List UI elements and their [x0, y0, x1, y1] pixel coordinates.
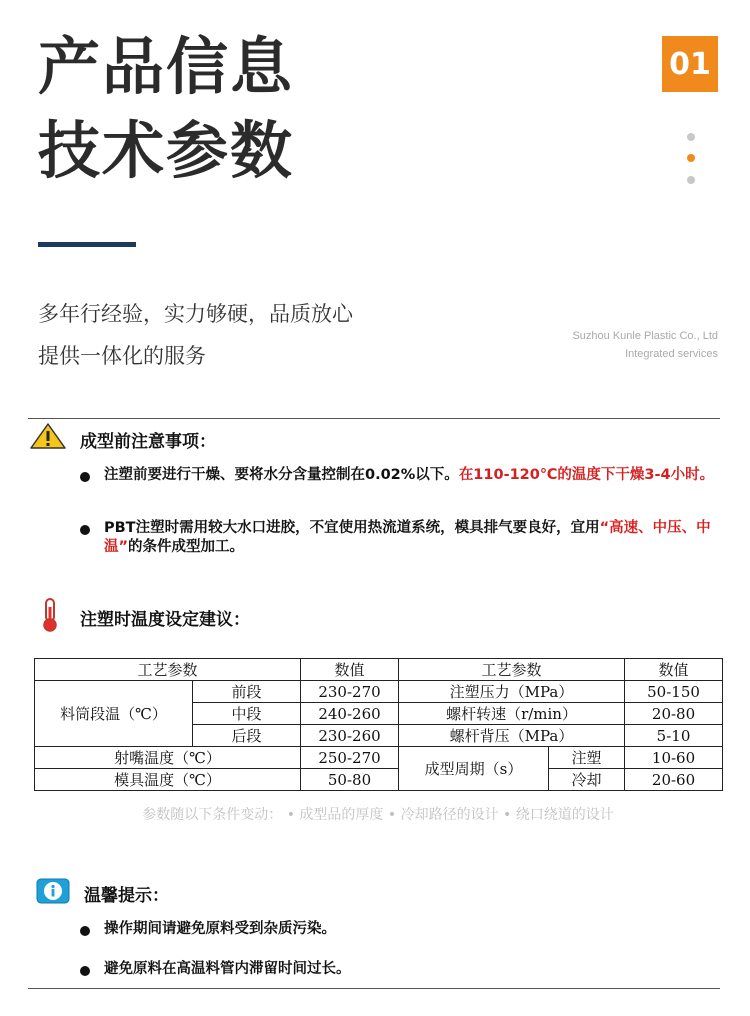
list-item	[80, 920, 730, 939]
table-cell: 冷却	[549, 769, 625, 791]
company-name-en: Suzhou Kunle Plastic Co., Ltd	[572, 330, 718, 342]
bullet-icon	[80, 525, 90, 535]
table-row	[35, 769, 723, 791]
bullet-icon	[80, 926, 90, 936]
table-cell: 料筒段温（℃）	[35, 681, 193, 747]
table-cell: 后段	[193, 725, 301, 747]
slogan-line-2: 提供一体化的服务	[38, 344, 206, 368]
indicator-dot-active	[687, 154, 695, 162]
table-cell: 20-80	[625, 703, 723, 725]
table-header-cell: 数值	[301, 659, 399, 681]
parameter-note: 参数随以下条件变动： • 成型品的厚度 • 冷却路径的设计 • 绕口绕道的设计	[142, 807, 614, 823]
table-cell: 250-270	[301, 747, 399, 769]
table-cell: 10-60	[625, 747, 723, 769]
table-cell: 中段	[193, 703, 301, 725]
bullet-text: 操作期间请避免原料受到杂质污染。	[104, 921, 336, 937]
list-item	[80, 466, 730, 485]
temperature-title: 注塑时温度设定建议：	[80, 610, 250, 630]
pre-molding-title: 成型前注意事项：	[80, 432, 216, 452]
table-cell: 成型周期（s）	[399, 747, 549, 791]
table-row	[35, 681, 723, 703]
table-cell: 5-10	[625, 725, 723, 747]
bullet-text: 避免原料在高温料管内滞留时间过长。	[104, 961, 351, 977]
bullet-icon	[80, 472, 90, 482]
section-divider	[28, 418, 720, 419]
table-cell: 螺杆背压（MPa）	[399, 725, 625, 747]
table-cell: 前段	[193, 681, 301, 703]
table-cell: 注塑	[549, 747, 625, 769]
table-header-cell: 工艺参数	[399, 659, 625, 681]
highlight-text: “高速、中压、中温”	[104, 520, 711, 555]
title-line-2: 技术参数	[38, 114, 295, 187]
table-cell: 注塑压力（MPa）	[399, 681, 625, 703]
table-row	[35, 659, 723, 681]
bullet-icon	[80, 966, 90, 976]
table-header-cell: 工艺参数	[35, 659, 301, 681]
list-item	[80, 519, 730, 557]
table-cell: 射嘴温度（℃）	[35, 747, 301, 769]
table-cell: 50-80	[301, 769, 399, 791]
indicator-dot	[687, 176, 695, 184]
services-en: Integrated services	[625, 348, 718, 360]
title-line-1: 产品信息	[38, 30, 295, 103]
accent-bar	[38, 242, 136, 247]
bullet-text: 注塑前要进行干燥、要将水分含量控制在0.02%以下。在110-120℃的温度下干燥3-4小时。	[104, 467, 715, 483]
list-item	[80, 960, 730, 979]
table-cell: 20-60	[625, 769, 723, 791]
warning-icon	[30, 423, 66, 449]
highlight-text: 在110-120℃的温度下干燥3-4小时。	[458, 467, 715, 483]
page-number-badge: 01	[662, 36, 718, 92]
parameter-table	[34, 658, 723, 791]
table-cell: 螺杆转速（r/min）	[399, 703, 625, 725]
thermometer-icon	[40, 598, 60, 632]
info-icon	[36, 878, 70, 904]
table-header-cell: 数值	[625, 659, 723, 681]
tips-title: 温馨提示：	[84, 886, 169, 906]
table-cell: 230-270	[301, 681, 399, 703]
bullet-text: PBT注塑时需用较大水口进胶，不宜使用热流道系统，模具排气要良好，宜用“高速、中压、中温”的条件成型加工。	[104, 520, 711, 555]
table-cell: 230-260	[301, 725, 399, 747]
table-cell: 模具温度（℃）	[35, 769, 301, 791]
table-cell: 240-260	[301, 703, 399, 725]
table-row	[35, 747, 723, 769]
bottom-divider	[28, 988, 720, 989]
indicator-dot	[687, 133, 695, 141]
slogan-line-1: 多年行经验，实力够硬，品质放心	[38, 302, 353, 326]
table-cell: 50-150	[625, 681, 723, 703]
